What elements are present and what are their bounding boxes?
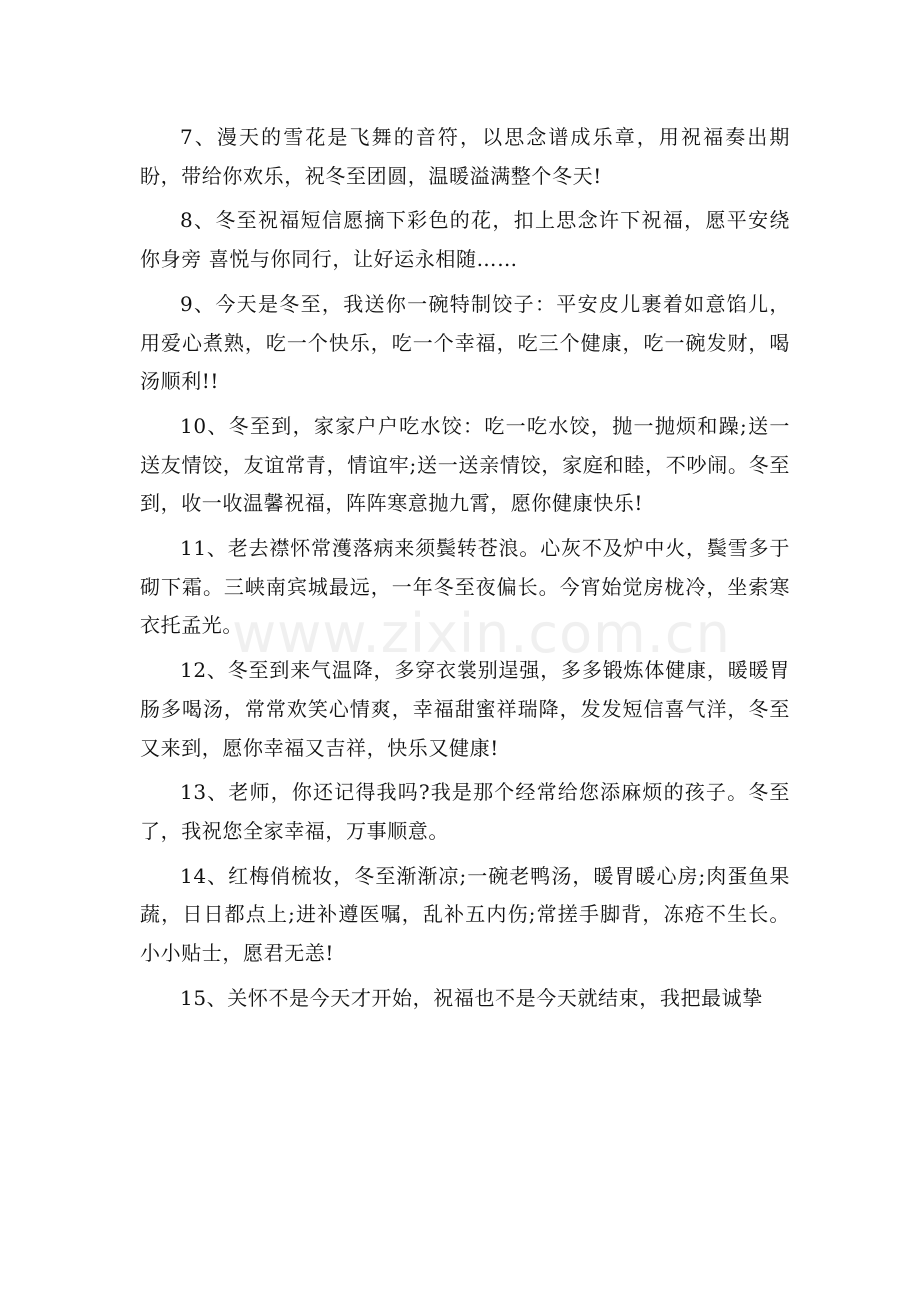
paragraph-12: 12、冬至到来气温降，多穿衣裳别逞强，多多锻炼体健康，暖暖胃肠多喝汤，常常欢笑心情爽，幸福甜蜜祥瑞降，发发短信喜气洋，冬至又来到，愿你幸福又吉祥，快乐又健康! [140,658,790,760]
watermark: www.zixin.com.cn [232,602,731,665]
paragraph-13: 13、老师，你还记得我吗?我是那个经常给您添麻烦的孩子。冬至了，我祝您全家幸福，万事顺意。 [140,780,790,843]
paragraph-9: 9、今天是冬至，我送你一碗特制饺子：平安皮儿裹着如意馅儿，用爱心煮熟，吃一个快乐，吃一个幸福，吃三个健康，吃一碗发财，喝汤顺利!! [140,291,790,394]
paragraph-7: 7、漫天的雪花是飞舞的音符，以思念谱成乐章，用祝福奏出期盼，带给你欢乐，祝冬至团圆，温暖溢满整个冬天! [140,125,790,188]
paragraph-14: 14、红梅俏梳妆，冬至渐渐凉;一碗老鸭汤，暖胃暖心房;肉蛋鱼果蔬，日日都点上;进补遵医嘱，乱补五内伤;常搓手脚背，冻疮不生长。小小贴士，愿君无恙! [140,863,790,966]
paragraph-8: 8、冬至祝福短信愿摘下彩色的花，扣上思念许下祝福，愿平安绕你身旁 喜悦与你同行，让好运永相随…… [140,208,790,272]
paragraph-15: 15、关怀不是今天才开始，祝福也不是今天就结束，我把最诚挚 [180,985,763,1010]
document-body [140,118,790,1023]
paragraph-10: 10、冬至到，家家户户吃水饺：吃一吃水饺，抛一抛烦和躁;送一送友情饺，友谊常青，情谊牢;送一送亲情饺，家庭和睦，不吵闹。冬至到，收一收温馨祝福，阵阵寒意抛九霄，愿你健康快乐! [140,413,790,516]
paragraph-11: 11、老去襟怀常濩落病来须鬓转苍浪。心灰不及炉中火，鬓雪多于砌下霜。三峡南宾城最远，一年冬至夜偏长。今宵始觉房栊冷，坐索寒衣托孟光。 [140,536,790,638]
